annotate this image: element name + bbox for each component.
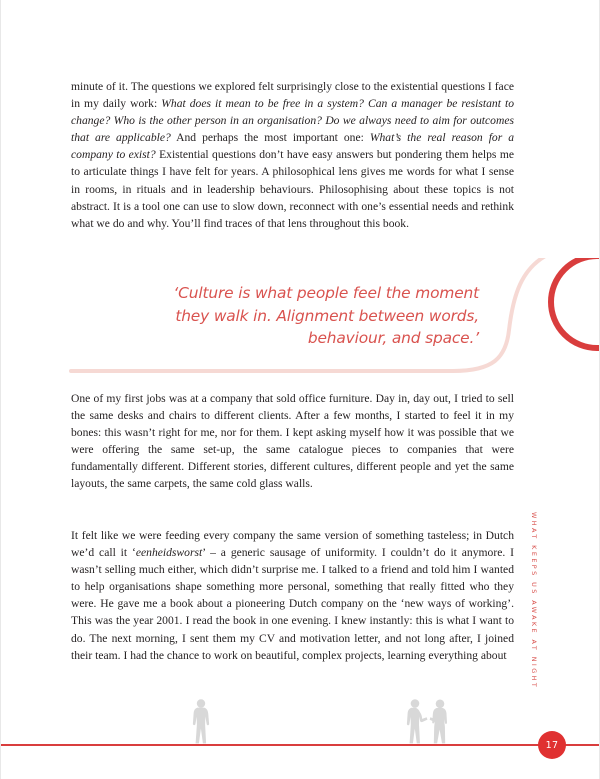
running-head-label: WHAT KEEPS US AWAKE AT NIGHT — [530, 512, 538, 690]
running-head — [530, 512, 546, 722]
paragraph-three-wrapper — [71, 527, 514, 664]
flourish-circle-bold — [551, 258, 600, 348]
paragraph-two: One of my first jobs was at a company that sold office furniture. Day in, day out, I tried to sell the same desks and chairs to different clients. After a few months, I started to feel it in my bones: this wasn’t right for me, nor for them. I kept asking myself how it was possible that we were offering the same set-up, the same catalogue pieces to companies that were fundamentally different. Different stories, different cultures, different people and yet the same layouts, the same carpets, the same cold glass walls. — [71, 392, 514, 491]
footer-rule — [1, 744, 600, 746]
paragraph-intro-wrapper — [71, 78, 514, 232]
pullquote-block — [1, 258, 600, 376]
paragraph-three: It felt like we were feeding every company the same version of something tasteless; in Dutch we’d call it ‘eenheidsworst’ – a generic sausage of uniformity. I couldn’t do it anymore. I wasn’t selling much either, which didn’t surprise me. I talked to a friend and told him I wanted to help organisations shape something more personal, something that really fitted who they were. He gave me a book about a pioneering Dutch company on the ‘new ways of working’. This was the year 2001. I read the book in one evening. I knew instantly: this is what I want to do. The next morning, I sent them my CV and motivation letter, and not long after, I joined their team. I had the chance to work on beautiful, complex projects, learning everything about — [71, 529, 514, 662]
paragraph-two-wrapper — [71, 390, 514, 493]
page-number-badge: 17 — [538, 731, 566, 759]
person-silhouette-single — [185, 698, 219, 744]
pullquote-text: ‘Culture is what people feel the moment they walk in. Alignment between words, behaviour, and space.’ — [173, 284, 479, 347]
paragraph-intro: minute of it. The questions we explored felt surprisingly close to the existential questions I face in my daily work: What does it mean to be free in a system? Can a manager be resistant to change? Who is the other person in an organisation? Do we always need to aim for outcomes that are applicable? And perhaps the most important one: What’s the real reason for a company to exist? Existential questions don’t have easy answers but pondering them helps me to articulate things I have felt for years. A philosophical lens gives me words for what I sense in rooms, in rituals and in leadership behaviours. Philosophising about these topics is not abstract. It is a tool one can use to slow down, reconnect with one’s essential needs and rethink what we do and why. You’ll find traces of that lens throughout this book. — [71, 80, 515, 230]
person-silhouette-pair — [401, 698, 455, 744]
